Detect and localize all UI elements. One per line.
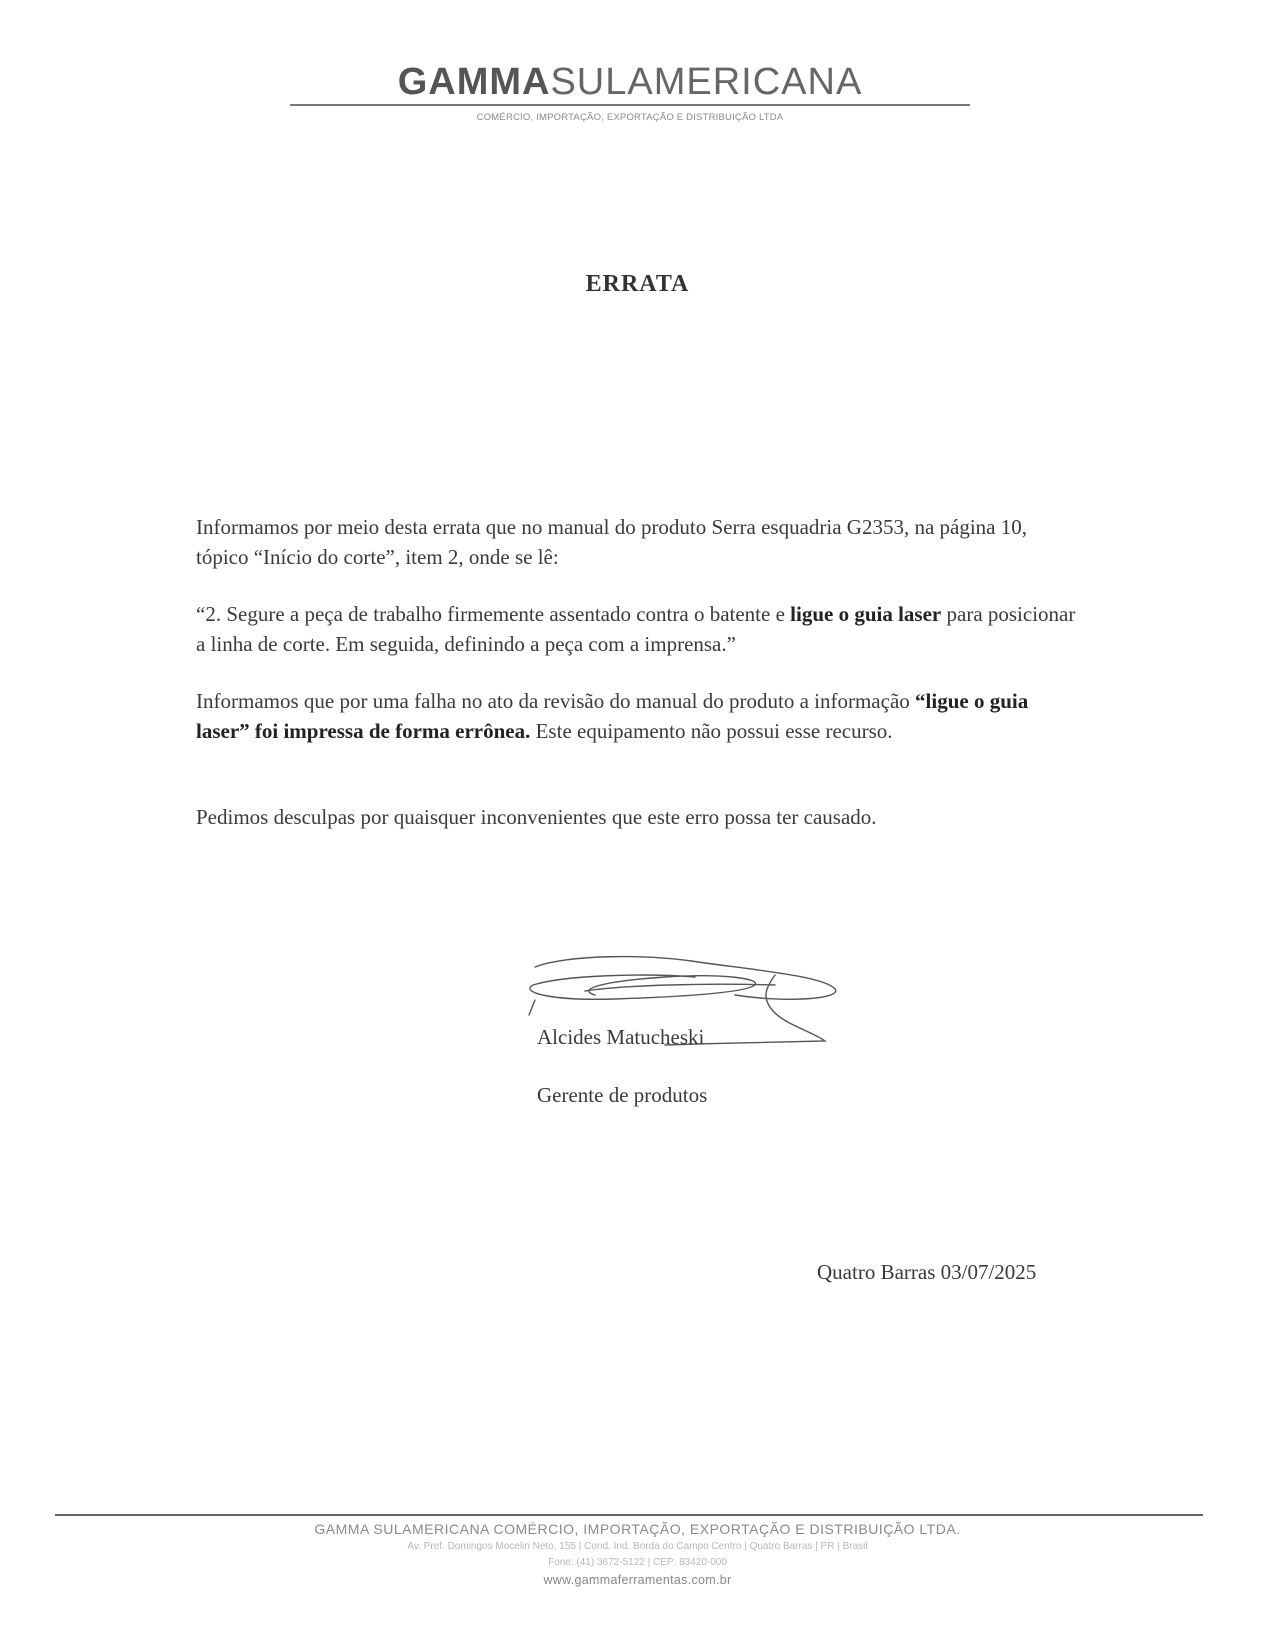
- correction-text-bold: “ligue o guia laser” foi impressa de forma errônea.: [196, 689, 1029, 743]
- footer: [0, 1520, 1275, 1589]
- signatory-name: Alcides Matucheski: [537, 1025, 705, 1049]
- paragraph-intro: [196, 512, 1081, 572]
- footer-website: www.gammaferramentas.com.br: [543, 1573, 732, 1587]
- logo-bold-text: GAMMA: [397, 61, 551, 103]
- quote-text-end: para posicionar a linha de corte. Em seguida, definindo a peça com a imprensa.”: [196, 602, 1076, 656]
- paragraph-quote: [196, 599, 1081, 659]
- correction-text-start: Informamos que por uma falha no ato da revisão do manual do produto a informação: [196, 689, 916, 713]
- correction-text-end: Este equipamento não possui esse recurso.: [530, 719, 893, 743]
- place-date: Quatro Barras 03/07/2025: [817, 1260, 1037, 1284]
- logo-subtitle: COMÉRCIO, IMPORTAÇÃO, EXPORTAÇÃO E DISTRIBUIÇÃO LTDA: [476, 112, 784, 123]
- footer-address: Av. Pref. Domingos Mocelin Neto, 155 | Cond. Ind. Borda do Campo Centro | Quatro Barras | PR | Brasil: [407, 1541, 868, 1552]
- paragraph-apology: [196, 802, 1081, 832]
- company-logo: [290, 60, 970, 104]
- quote-text-start: “2. Segure a peça de trabalho firmemente assentado contra o batente e: [196, 602, 791, 626]
- signatory-role: Gerente de produtos: [537, 1083, 708, 1107]
- logo-divider: [290, 104, 970, 106]
- footer-contact: Fone: (41) 3672-5122 | CEP: 83420-000: [548, 1557, 727, 1568]
- footer-divider: [55, 1514, 1203, 1516]
- letterhead: [290, 60, 970, 123]
- quote-text-bold: ligue o guia laser: [790, 602, 942, 626]
- logo-light-text: SULAMERICANA: [550, 61, 863, 103]
- paragraph-apology-text: Pedimos desculpas por quaisquer inconvenientes que este erro possa ter causado.: [196, 805, 877, 829]
- document-title: ERRATA: [585, 271, 690, 297]
- paragraph-intro-text: Informamos por meio desta errata que no manual do produto Serra esquadria G2353, na página 10, tópico “Início do corte”, item 2, onde se lê:: [196, 515, 1027, 569]
- footer-company: GAMMA SULAMERICANA COMÉRCIO, IMPORTAÇÃO, EXPORTAÇÃO E DISTRIBUIÇÃO LTDA.: [314, 1521, 961, 1537]
- paragraph-correction: [196, 686, 1081, 746]
